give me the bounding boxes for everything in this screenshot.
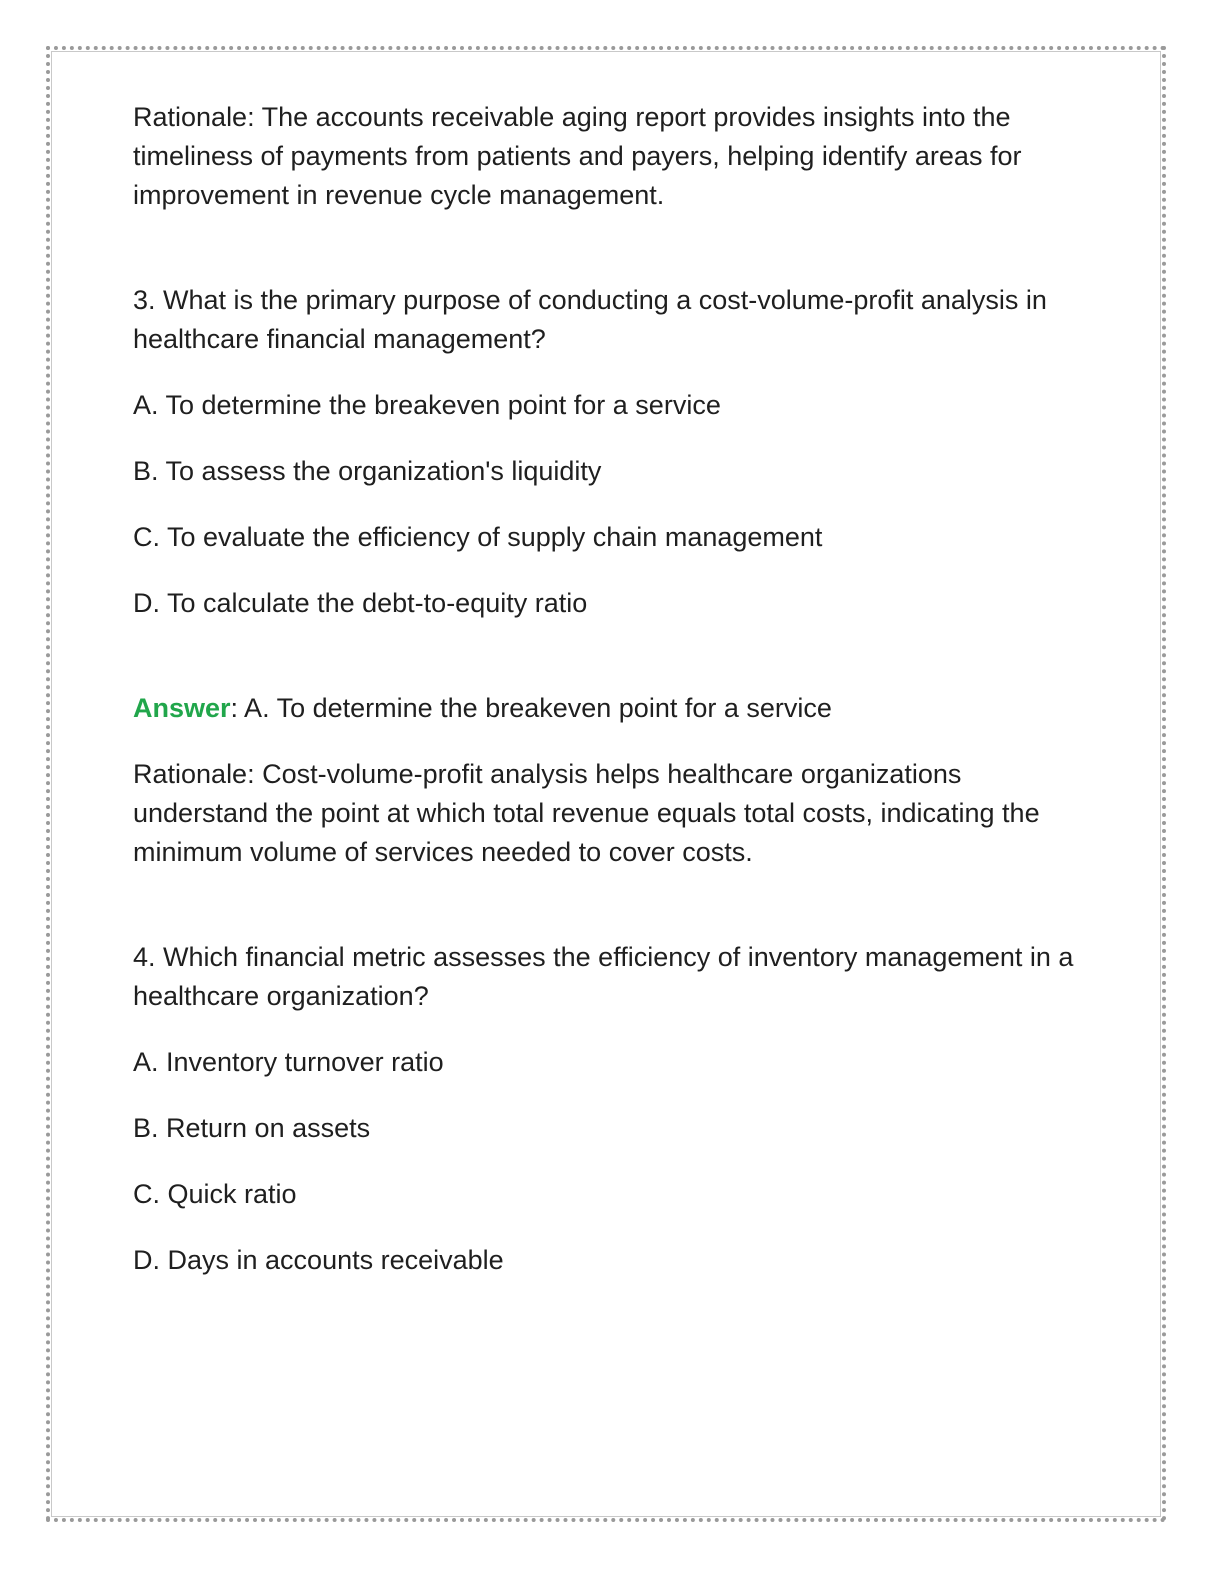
question-3: 3. What is the primary purpose of conducting a cost-volume-profit analysis in healthcare financial management?	[133, 285, 1047, 354]
q4-option-c: C. Quick ratio	[133, 1179, 297, 1209]
q3-option-a: A. To determine the breakeven point for a service	[133, 390, 721, 420]
answer-text: : A. To determine the breakeven point for a service	[230, 693, 832, 723]
q3-option-d: D. To calculate the debt-to-equity ratio	[133, 588, 588, 618]
question-4: 4. Which financial metric assesses the efficiency of inventory management in a healthcare organization?	[133, 942, 1074, 1011]
q4-option-d: D. Days in accounts receivable	[133, 1245, 504, 1275]
q3-option-b: B. To assess the organization's liquidity	[133, 456, 602, 486]
q3-answer	[133, 689, 1093, 728]
rationale-q3: Rationale: Cost-volume-profit analysis helps healthcare organizations understand the point at which total revenue equals total costs, indicating the minimum volume of services needed to cover costs.	[133, 759, 1040, 867]
answer-label: Answer	[133, 693, 231, 723]
q4-option-a: A. Inventory turnover ratio	[133, 1047, 444, 1077]
document-content	[133, 98, 1093, 1280]
rationale-q2: Rationale: The accounts receivable aging report provides insights into the timeliness of payments from patients and payers, helping identify areas for improvement in revenue cycle management.	[133, 102, 1022, 210]
q4-option-b: B. Return on assets	[133, 1113, 371, 1143]
q3-option-c: C. To evaluate the efficiency of supply chain management	[133, 522, 823, 552]
